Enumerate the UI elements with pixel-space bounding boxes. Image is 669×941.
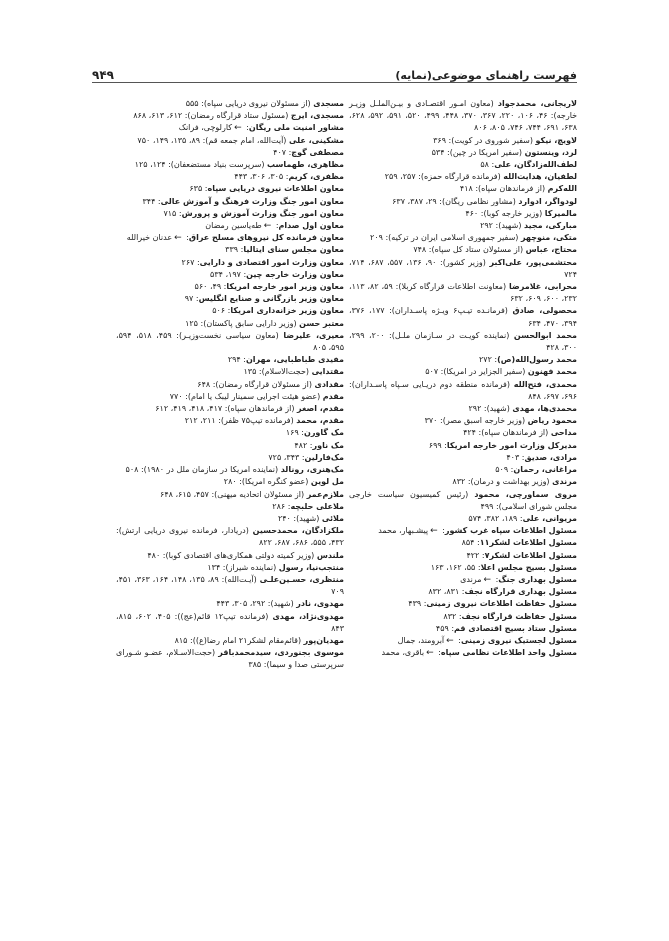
entry-name: ملکزادگان، محمدحسین (252, 526, 344, 536)
entry-name: مریوانی، علی (522, 513, 577, 523)
index-entry (349, 330, 577, 354)
entry-details: : ۵۰۹ (495, 465, 514, 475)
index-entry (116, 427, 344, 439)
index-entry (349, 208, 577, 220)
index-entry (116, 232, 344, 244)
entry-details: : ۷۱۵ (163, 208, 182, 218)
entry-details: : ۳۰۵، ۳۰۶، ۴۴۳ (234, 172, 289, 182)
entry-details: : ۸۳۲ (443, 611, 462, 621)
entry-details: : ۸۵۴ (461, 538, 480, 548)
entry-name: مشکینی، علی (288, 135, 344, 145)
entry-details: : (273, 221, 279, 231)
entry-name: مصطفی گوچ (291, 147, 344, 157)
entry-name: مسئول حفاظت اطلاعات نیروی زمینی (426, 599, 577, 609)
index-entry (116, 257, 344, 269)
entry-details: : ۲۶۷ (181, 257, 200, 267)
entry-name: محصولی، صادق (512, 306, 578, 316)
entry-name: معاون اطلاعات نیروی دریایی سپاه (207, 184, 344, 194)
entry-name: مدیرکل وزارت امور خارجه امریکا (446, 440, 577, 450)
entry-details: : ۳۳۹ (225, 245, 244, 255)
entry-details: : ۲۸۶ (272, 501, 291, 511)
index-entry (349, 464, 577, 476)
entry-name: مبارکی، مجید (523, 221, 577, 231)
entry-name: مک‌فارلین (304, 452, 344, 462)
entry-details: : ۳۴۴ (142, 196, 161, 206)
entry-name: مقدم (322, 391, 344, 401)
index-entry (116, 440, 344, 452)
index-entry (349, 366, 577, 378)
entry-details: (شهید): ۲۹۲ (480, 221, 524, 231)
entry-details: : (455, 635, 461, 645)
entry-name: مسئول واحد اطلاعات نظامی سپاه (440, 648, 577, 658)
entry-details: (وزیر کشور): ۹۰، ۱۳۶، ۵۵۷، ۶۸۷، ۷۱۴، ۷۲۴ (349, 257, 577, 279)
see-reference: پیشـبهار، محمد (378, 526, 429, 536)
header-title: فهرست راهنمای موضوعی(نمایه) (395, 69, 577, 82)
entry-details: : ۲۷۲ (479, 355, 498, 365)
index-entry (116, 452, 344, 464)
entry-name: مسئول اطلاعات سپاه غرب کشور (444, 526, 577, 536)
index-column-left (116, 98, 344, 672)
index-entry (116, 330, 344, 354)
see-reference: آبرومند، جمال (397, 635, 445, 645)
entry-details: : ۶۳۵ (189, 184, 208, 194)
entry-details: : ۴۵۹ (435, 623, 455, 633)
index-entry (116, 293, 344, 305)
entry-details: : (183, 233, 189, 243)
entry-details: (از مسئولان قرارگاه رمضان): ۶۴۸ (197, 379, 315, 389)
entry-details: (فرمانده قرارگاه حمزه): ۲۵۷، ۲۵۹ (384, 172, 504, 182)
entry-details: (سفیر شوروی در کویت): ۳۶۹ (433, 135, 536, 145)
entry-name: معاون امور جنگ وزارت فرهنگ و آموزش عالی (160, 196, 344, 206)
entry-details: (فرمانـده تیـپ۶ ویـژه پاسـداران): ۱۷۷، ۳۷۶، ۳۹۴، ۴۷۰، ۶۳۴ (349, 306, 577, 328)
entry-details: (از مسئولان ستاد کل سپاه): ۷۴۸ (413, 245, 526, 255)
entry-name: معاون وزارت امور اقتصادی و دارایی (199, 257, 344, 267)
index-entry (116, 379, 344, 391)
index-entry (116, 489, 344, 501)
index-entry (349, 98, 577, 135)
index-entry (116, 171, 344, 183)
index-entry (349, 379, 577, 403)
entry-name: مسجدی، ایرج (290, 111, 344, 121)
see-arrow-icon: ← (483, 574, 492, 585)
index-entry (349, 196, 577, 208)
entry-name: ملاعلی حلبچه (290, 501, 344, 511)
index-entry (349, 232, 577, 244)
index-entry (116, 415, 344, 427)
entry-details: : ۵۸ (480, 160, 495, 170)
index-entry (116, 147, 344, 159)
index-entry (116, 550, 344, 562)
entry-name: معاون فرمانده کل نیروهای مسلح عراق (188, 233, 344, 243)
index-entry (349, 598, 577, 610)
entry-details: (قائم‌مقام لشکر۲۱ امام رضا(ع)): ۸۱۵ (174, 635, 304, 645)
index-entry (349, 586, 577, 598)
index-entry (349, 244, 577, 256)
entry-details: (معاون امـور اقتصـادی و بیـن‌الملـل وزیـر خارجه): ۴۶، ۱۰۶، ۲۲۰، ۳۶۷، ۳۷۰، ۴۴۸، ۴۹۹، ۵۲۰، ۵۹۱، ۵۹۲، ۶۲۸، ۶۳۸، ۶۹۱، ۷۴۴، ۷۴۶، ۸۰۵، ۸۰۶ (349, 99, 578, 133)
index-entry (349, 574, 577, 586)
entry-name: لرد، وینستون (524, 147, 577, 157)
index-entry (349, 513, 577, 525)
entry-details: (عضو کنگره امریکا): ۲۸۰ (223, 477, 311, 487)
index-entry (116, 647, 344, 671)
entry-details: (وزیر خارجه اسبق مصر): ۳۷۰ (424, 416, 528, 426)
see-reference: عدنان خیرالله (126, 233, 173, 243)
entry-details: : (243, 123, 249, 133)
entry-details: (وزیر دارایی سابق پاکستان): ۱۲۵ (185, 318, 300, 328)
index-entry (349, 403, 577, 415)
index-entry (116, 525, 344, 549)
entry-details: (از مسئولان اتحادیه میهنی): ۴۵۷، ۶۱۵، ۶۴۸ (160, 489, 307, 499)
index-entry (116, 391, 344, 403)
entry-name: معاون اول صدام (278, 221, 344, 231)
entry-name: محمدی‌ها، مهدی (512, 404, 577, 414)
entry-name: محمد رسول‌الله(ص) (497, 355, 577, 365)
index-entry (116, 98, 344, 110)
entry-details: (وزیر بهداشت و درمان): ۸۳۲ (452, 477, 553, 487)
entry-details: (وزیر کمیته دولتی همکاری‌های اقتصادی کوبا): ۴۸۰ (147, 550, 317, 560)
entry-details: : ۴۲۲ (466, 550, 485, 560)
entry-name: معتبر حسن (299, 318, 344, 328)
index-entry (349, 354, 577, 366)
index-entry (116, 244, 344, 256)
entry-name: مقدادی (314, 379, 344, 389)
index-entry (116, 122, 344, 134)
index-entry (349, 171, 577, 183)
entry-name: معاون وزارت خارجه چین (246, 269, 344, 279)
entry-name: محمد ابوالحسن (513, 330, 577, 340)
index-entry (349, 525, 577, 537)
entry-name: مقتدایی (311, 367, 344, 377)
entry-details: (سفیر امریکا در چین): ۵۳۴ (431, 147, 525, 157)
index-entry (116, 635, 344, 647)
index-entry (349, 257, 577, 281)
entry-name: معاون مجلس سنای ایتالیا (243, 245, 344, 255)
entry-details: (معاونت اطلاعات قرارگاه کربلا): ۵۹، ۸۲، ۱۱۳، ۲۳۲، ۶۰۰، ۶۰۹، ۶۳۲ (349, 282, 577, 304)
entry-name: مسجدی (313, 99, 344, 108)
see-arrow-icon: ← (446, 635, 454, 646)
entry-details: (فرمانده تیپ۷۵ ظفر): ۲۱۱، ۲۱۲ (184, 416, 297, 426)
entry-details: (نماینده کویـت در سـازمان ملـل): ۲۰۰، ۲۹۹، ۳۰۰، ۴۲۸ (349, 330, 577, 353)
index-entry (116, 574, 344, 598)
entry-details: (از فرماندهان سپاه): ۴۱۷، ۴۱۸، ۴۱۹، ۶۱۲ (155, 404, 298, 414)
entry-details: : ۸۳۱، ۸۳۲ (428, 587, 465, 597)
index-entry (116, 598, 344, 610)
index-entry (349, 537, 577, 549)
index-column-right (349, 98, 577, 659)
entry-name: محرابی، غلامرضا (509, 282, 577, 292)
entry-name: مسئول لجستیک نیروی زمینی (460, 635, 577, 645)
entry-name: محمود ریاض (527, 416, 577, 426)
index-entry (116, 208, 344, 220)
entry-name: ملائی (321, 513, 344, 523)
entry-details: : ۵۵، ۱۶۲، ۱۶۳ (430, 562, 481, 572)
entry-name: مقدم، محمد (296, 416, 344, 426)
index-entry (349, 427, 577, 439)
index-entry (349, 415, 577, 427)
index-entry (116, 305, 344, 317)
index-entry (116, 501, 344, 513)
index-entry (116, 281, 344, 293)
index-entry (116, 135, 344, 147)
index-entry (349, 647, 577, 659)
entry-name: معاون وزیر خزانه‌داری امریکا (230, 306, 344, 316)
entry-name: مظفری، کریم (288, 172, 344, 182)
entry-details: : (439, 526, 445, 536)
entry-details: (آیت‌الله، امام جمعه قم): ۸۹، ۱۳۵، ۱۴۹، ۷۵۰ (137, 135, 289, 145)
entry-name: لاویچ، نیکو (535, 135, 577, 145)
see-arrow-icon: ← (234, 123, 242, 134)
see-reference: مرندی (460, 574, 482, 584)
entry-name: مظاهری، طهماسب (267, 160, 344, 170)
entry-name: مل لوین (310, 477, 344, 487)
entry-name: لاریجانی، محمدجواد (497, 99, 577, 108)
entry-details: : ۴۳۹ (408, 599, 427, 609)
entry-details: (مشاور نظامی ریگان): ۲۹، ۳۸۷، ۶۳۷ (392, 196, 519, 206)
entry-details: (دریادار، فرمانده نیروی دریایی ارتش): ۴۳۲، ۵۵۵، ۶۸۶، ۶۸۷، ۸۲۲ (116, 526, 344, 548)
entry-name: مالمیرکا (544, 208, 577, 218)
index-entry (116, 476, 344, 488)
see-reference: طه‌یاسین رمضان (205, 221, 262, 231)
entry-details: : ۳۴۳، ۷۲۵ (268, 452, 305, 462)
entry-details: (وزیر خارجه کوبا): ۴۶۰ (465, 208, 545, 218)
entry-name: مفیدی طباطبایی، مهران (245, 355, 344, 365)
entry-name: مسئول اطلاعات لشکر۷ (484, 550, 577, 560)
entry-details: (عضو هیئت اجرایی سمینار لیبک یا امام): ۷۷۰ (169, 391, 323, 401)
page-header (92, 64, 577, 83)
entry-details: (از فرماندهان سپاه): ۴۲۴ (463, 428, 551, 438)
entry-name: محمدی، فتح‌الله (513, 379, 577, 389)
entry-details: (نماینده شیراز): ۱۳۴ (207, 562, 279, 572)
index-entry (349, 550, 577, 562)
entry-details: (فرمانده تیپ۱۲ قائم(عج)): ۴۰۵، ۶۰۲، ۸۱۵، ۸۴۳ (116, 611, 344, 633)
entry-details: (رئیس کمیسیون سیاست خارجی مجلس شورای اسلامی): ۴۹۹ (349, 489, 577, 511)
entry-name: مرادی، صدیق (524, 452, 577, 462)
entry-details: : ۱۶۹ (285, 428, 304, 438)
entry-name: مسئول بسیج مجلس اعلا (480, 562, 577, 572)
index-entry (116, 159, 344, 171)
entry-details: : ۱۸۹، ۳۸۲، ۵۷۴ (468, 513, 523, 523)
entry-details: (شهید): ۲۹۲، ۳۰۵، ۴۴۳ (216, 599, 297, 609)
index-entry (349, 489, 577, 513)
see-reference: کارلوچی، فرانک (178, 123, 233, 133)
entry-name: الله‌کرم (547, 184, 577, 194)
index-entry (116, 318, 344, 330)
entry-name: مشاور امنیت ملی ریگان (248, 123, 344, 133)
entry-name: مداحی (550, 428, 577, 438)
index-entry (349, 135, 577, 147)
entry-details: (از فرماندهان سپاه): ۴۱۸ (459, 184, 548, 194)
entry-name: ملازم‌عمر (306, 489, 344, 499)
index-entry (349, 611, 577, 623)
index-entry (116, 110, 344, 122)
entry-name: مک ناور (312, 440, 344, 450)
entry-name: محتاج، عباس (525, 245, 577, 255)
entry-name: مروی سماورچی، محمود (474, 489, 577, 499)
entry-name: مسئول ستاد بسیج اقتصادی قم (454, 623, 577, 633)
index-entry (349, 183, 577, 195)
entry-name: لودواگر، ادوارد (518, 196, 577, 206)
entry-name: مهدیان‌پور (303, 635, 344, 645)
entry-details: (معاون سیاسی نخست‌وزیـر): ۴۵۹، ۵۱۸، ۵۹۴، ۵۹۵، ۸۰۵ (116, 330, 344, 353)
entry-details: (حجت‌الاسلام): ۱۳۵ (243, 367, 312, 377)
entry-details: : (435, 648, 441, 658)
entry-name: مهدوی‌نژاد، مهدی (272, 611, 344, 621)
entry-details: (سفیر الجزایر در امریکا): ۵۰۷ (425, 367, 528, 377)
entry-name: مقدم، اصغر (297, 404, 344, 414)
entry-details: (شهید): ۲۹۲ (468, 404, 513, 414)
entry-name: مسئول بهداری قرارگاه نجف (464, 587, 577, 597)
see-arrow-icon: ← (174, 233, 182, 244)
entry-name: محتشمی‌پور، علی‌اکبر (489, 257, 577, 267)
index-entry (116, 403, 344, 415)
index-entry (116, 464, 344, 476)
entry-name: مسئول بهداری جنگ (498, 574, 577, 584)
entry-details: (شهید): ۲۴۰ (277, 513, 322, 523)
index-entry (116, 366, 344, 378)
entry-name: مسئول اطلاعات لشکر۱۱ (479, 538, 577, 548)
entry-details: : ۵۰۶ (212, 306, 231, 316)
entry-details: : (493, 574, 499, 584)
entry-details: (حجت‌الاسـلام، عضـو شـورای سرپرستی صدا و سیما): ۳۸۵ (116, 648, 344, 670)
entry-name: معیری، علیرضا (283, 330, 345, 340)
entry-name: موسوی بجنوردی، سیدمحمدباقر (218, 648, 344, 658)
index-entry (116, 562, 344, 574)
see-reference: باقری، محمد (381, 648, 425, 658)
entry-details: : ۴۹، ۵۶۰ (194, 282, 227, 292)
entry-details: (نماینده امریکا در سازمان ملل در ۱۹۸۰): ۵۰۸ (125, 465, 281, 475)
entry-name: معاون امور جنگ وزارت آموزش و پرورش (181, 208, 344, 218)
entry-details: : ۲۹۴ (227, 355, 246, 365)
entry-details: : ۱۹۷، ۵۳۴ (210, 269, 247, 279)
entry-details: : ۴۸۲ (294, 440, 313, 450)
index-entry (349, 635, 577, 647)
page-number: ۹۴۹ (92, 68, 114, 82)
index-entry (116, 611, 344, 635)
entry-details: (سرپرست بنیاد مستضعفان): ۱۲۴، ۱۲۵ (134, 160, 268, 170)
entry-details: (آیـت‌الله): ۸۹، ۱۳۵، ۱۴۸، ۱۶۴، ۳۶۳، ۴۵۱، ۷۰۹ (116, 574, 344, 597)
entry-details: (فرمانده منطقه دوم دریـایی سـپاه پاسـداران): ۶۹۶، ۶۹۷، ۸۴۸ (349, 379, 577, 401)
index-entry (116, 354, 344, 366)
entry-name: مک‌هنری، رونالد (280, 465, 344, 475)
index-entry (349, 220, 577, 232)
entry-name: متکی، منوچهر (520, 233, 577, 243)
index-entry (116, 196, 344, 208)
entry-details: : ۹۷ (184, 294, 199, 304)
entry-name: معاون وزیر امور خارجه امریکا (226, 282, 344, 292)
entry-details: (از مسئولان نیروی دریایی سپاه): ۵۵۵ (185, 99, 314, 108)
index-entry (349, 440, 577, 452)
entry-details: : ۴۰۷ (273, 147, 292, 157)
entry-name: معاون وزیر بازرگانی و صنایع انگلیس (198, 294, 344, 304)
index-entry (349, 476, 577, 488)
index-entry (349, 159, 577, 171)
entry-details: (سفیر جمهوری اسلامی ایران در ترکیه): ۲۰۹ (370, 233, 521, 243)
entry-name: مرندی (552, 477, 577, 487)
entry-name: منتجب‌نیا، رسول (278, 562, 344, 572)
entry-details: : ۶۹۹ (428, 440, 447, 450)
index-entry (349, 281, 577, 305)
see-arrow-icon: ← (430, 526, 438, 537)
index-entry (116, 513, 344, 525)
entry-name: مسئول حفاظت قرارگاه نجف (461, 611, 577, 621)
index-entry (349, 305, 577, 329)
entry-name: لطف‌الله‌زادگان، علی (494, 160, 577, 170)
index-entry (349, 562, 577, 574)
entry-name: محمد فهنون (527, 367, 577, 377)
see-arrow-icon: ← (426, 648, 434, 659)
entry-name: ملندس (316, 550, 344, 560)
entry-name: منتظری، حسـین‌علـی (259, 574, 344, 584)
see-arrow-icon: ← (263, 221, 272, 232)
index-entry (349, 623, 577, 635)
index-entry (116, 183, 344, 195)
index-entry (116, 269, 344, 281)
index-entry (349, 147, 577, 159)
entry-name: مراغانی، رحمان (513, 465, 577, 475)
entry-name: مک گاورن (304, 428, 344, 438)
entry-details: (مسئول ستاد قرارگاه رمضان): ۶۱۲، ۶۱۳، ۸۶۸ (133, 111, 291, 121)
index-entry (349, 452, 577, 464)
entry-name: لطفیان، هدایت‌الله (503, 172, 577, 182)
entry-details: : ۴۰۳ (506, 452, 525, 462)
entry-name: مهدوی، نادر (296, 599, 344, 609)
index-entry (116, 220, 344, 232)
